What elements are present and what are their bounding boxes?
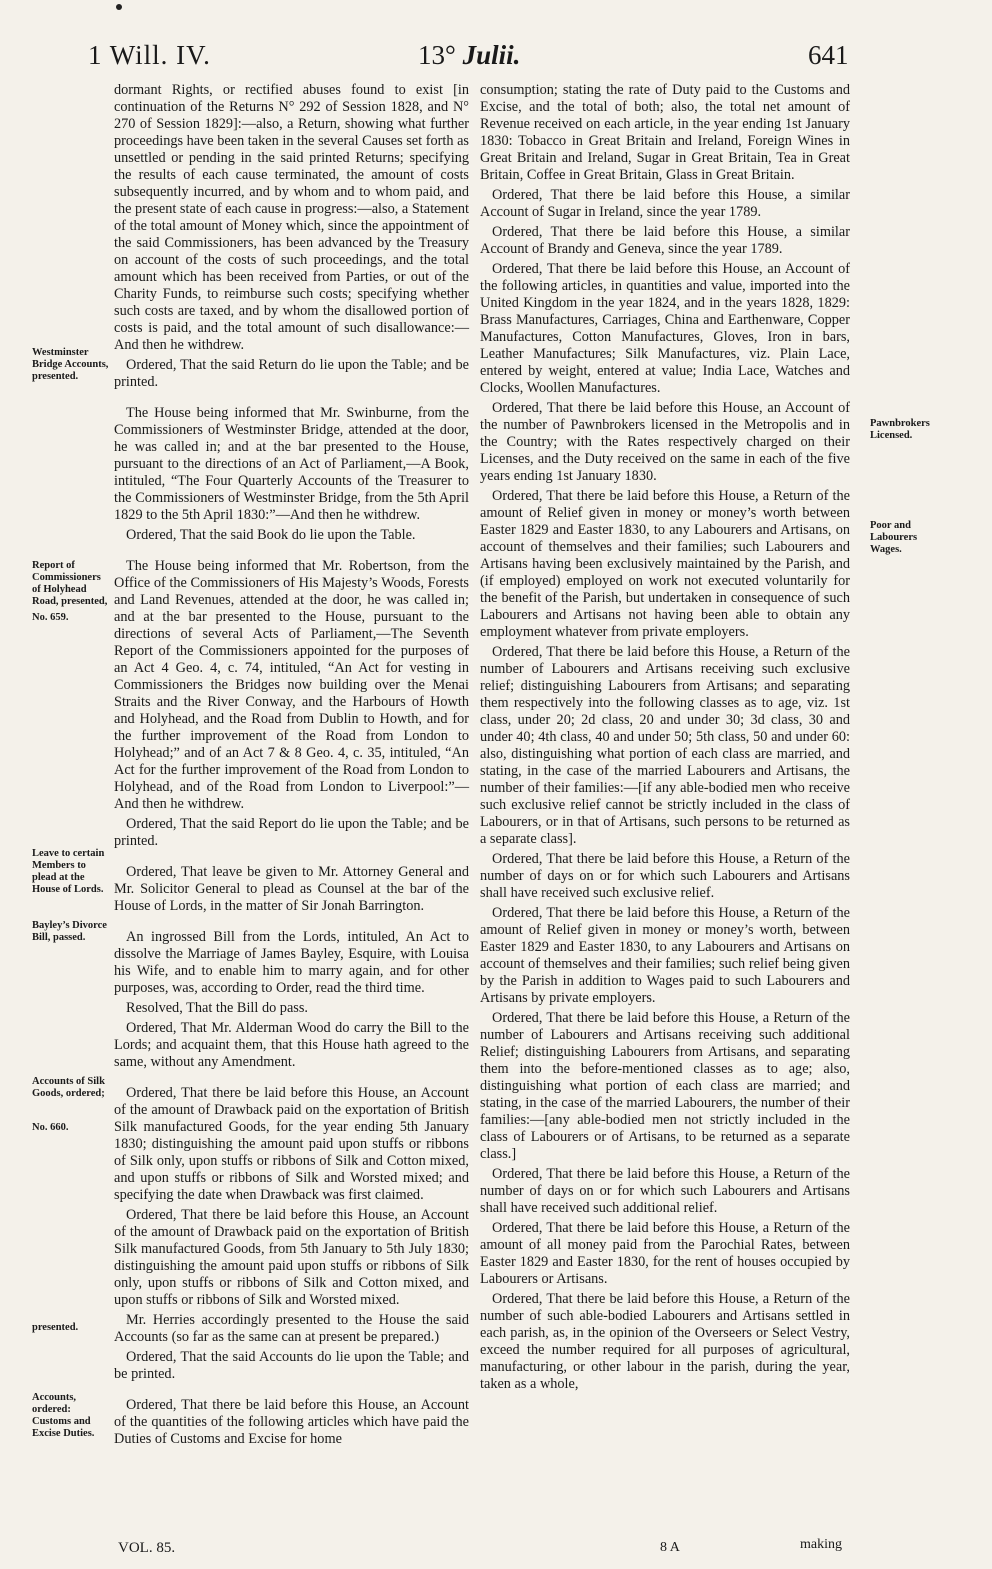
paragraph: Ordered, That Mr. Alderman Wood do carry the Bill to the Lords; and acquaint them, that this House hath agreed to the same, without any Amendment. — [114, 1020, 469, 1070]
page-header — [0, 40, 992, 80]
margin-note: Accounts, ordered: Customs and Excise Duties. — [32, 1392, 95, 1439]
margin-note: Accounts of Silk Goods, ordered; — [32, 1076, 105, 1099]
paragraph: An ingrossed Bill from the Lords, intituled, An Act to dissolve the Marriage of James Bayley, Esquire, with Louisa his Wife, and to enable him to marry again, and for other purposes, was, according to Order, read the third time. — [114, 929, 469, 996]
margin-note: Leave to certain Members to plead at the House of Lords. — [32, 848, 105, 895]
margin-note: presented. — [32, 1322, 79, 1333]
paragraph: Resolved, That the Bill do pass. — [126, 1000, 309, 1016]
paragraph: Ordered, That there be laid before this House, a similar Account of Sugar in Ireland, since the year 1789. — [480, 187, 850, 220]
signature-mark: 8 A — [660, 1540, 680, 1555]
paragraph: The House being informed that Mr. Swinburne, from the Commissioners of Westminster Bridge, attended at the door, he was called in; and at the bar presented to the House, pursuant to the directions of an Act of Parliament,—A Book, intituled, “The Four Quarterly Accounts of the Treasurer to the Commissioners of Westminster Bridge, from the 5th April 1829 to the 5th April 1830:”—And then he withdrew. — [114, 405, 469, 523]
margin-note: Westminster Bridge Accounts, presented. — [32, 347, 109, 382]
margin-note: Report of Commissioners of Holyhead Road, presented, — [32, 560, 108, 607]
paragraph: dormant Rights, or rectified abuses found to exist [in continuation of the Returns N° 292 of Session 1828, and N° 270 of Session 1829]:—also, a Return, showing what further proceedings have been taken in the several Causes set forth as unsettled or pending in the said printed Returns; specifying the results of each cause terminated, the amount of costs subsequently incurred, and by whom and to whom paid, and the present state of each cause in progress:—also, a Statement of the total amount of Money which, since the appointment of the said Commissioners, has been advanced by the Treasury on account of the costs of such proceedings, and the total amount which has been received from Parties, or out of the Charity Funds, to reimburse such costs; specifying whether such costs are taxed, and by whom the disallowed portion of costs is paid, and the total amount of such disallowance:—And then he withdrew. — [114, 82, 469, 353]
paragraph: Ordered, That there be laid before this House, a Return of the amount of Relief given in money or money’s worth, between Easter 1829 and Easter 1830, to any Labourers and Artisans on account of themselves and their families; such relief being given by the Parish in addition to Wages paid to such Labourers and Artisans by private employers. — [480, 905, 850, 1006]
paragraph: Ordered, That there be laid before this House, an Account of the following articles, in quantities and value, imported into the United Kingdom in the year 1824, and in the years 1828, 1829: Brass Manufactures, Carriages, China and Earthenware, Copper Manufactures, Cotton Manufactures, Gloves, Iron in bars, Leather Manufactures; Silk Manufactures, viz. Plain Lace, entered by weight, entered at value; India Lace, Watches and Clocks, Woollen Manufactures. — [480, 261, 850, 396]
volume-label: VOL. 85. — [118, 1540, 176, 1556]
paragraph: Ordered, That the said Report do lie upon the Table; and be printed. — [114, 816, 469, 849]
margin-note: No. 659. — [32, 612, 69, 623]
margin-note: No. 660. — [32, 1122, 69, 1133]
running-head-center: 13° Julii. — [418, 40, 521, 70]
margin-note: Bayley’s Divorce Bill, passed. — [32, 920, 107, 943]
right-column — [480, 82, 850, 1396]
left-column — [114, 82, 469, 1451]
ink-dot — [116, 4, 122, 10]
margin-note: Pawnbrokers Licensed. — [870, 418, 930, 441]
paragraph: Ordered, That the said Accounts do lie upon the Table; and be printed. — [114, 1349, 469, 1382]
paragraph: Ordered, That there be laid before this House, a similar Account of Brandy and Geneva, since the year 1789. — [480, 224, 850, 257]
paragraph: Ordered, That the said Book do lie upon the Table. — [126, 527, 416, 543]
paragraph: Ordered, That there be laid before this House, a Return of the number of Labourers and Artisans receiving such exclusive relief; distinguishing Labourers from Artisans; and separating them respectively into the following classes as to age, viz. 1st class, under 20; 2d class, 20 and under 30; 3d class, 30 and under 40; 4th class, 40 and under 50; 5th class, 50 and under 60: also, distinguishing what portion of each class are married, and stating, in the case of the married Labourers and Artisans, the number of their families:—[if any able-bodied men who receive such exclusive relief cannot be strictly included in the class of Labourers, or in that of Artisans, such persons to be returned as a separate class]. — [480, 644, 850, 847]
paragraph: Ordered, That the said Return do lie upon the Table; and be printed. — [114, 357, 469, 390]
paragraph: Ordered, That there be laid before this House, an Account of the amount of Drawback paid on the exportation of British Silk manufactured Goods, for the year ending 5th January 1830; distinguishing the amount paid upon stuffs or ribbons of Silk only, upon stuffs or ribbons of Silk and Cotton mixed, and upon stuffs or ribbons of Silk and Worsted mixed; and specifying the date when Drawback was first claimed. — [114, 1085, 469, 1203]
paragraph: Ordered, That there be laid before this House, a Return of the number of days on or for which such Labourers and Artisans shall have received such exclusive relief. — [480, 851, 850, 901]
catchword: making — [800, 1537, 842, 1552]
paragraph: Ordered, That there be laid before this House, a Return of the amount of all money paid from the Parochial Rates, between Easter 1829 and Easter 1830, for the rent of houses occupied by Labourers or Artisans. — [480, 1220, 850, 1287]
paragraph: The House being informed that Mr. Robertson, from the Office of the Commissioners of His Majesty’s Woods, Forests and Land Revenues, attended at the door, he was called in; and at the bar presented to the House, pursuant to the directions of several Acts of Parliament,—The Seventh Report of the Commissioners appointed for the purposes of an Act 4 Geo. 4, c. 74, intituled, “An Act for vesting in Commissioners the Bridges now building over the Menai Straits and the River Conway, and the Harbours of Howth and Holyhead, and the Road from Dublin to Howth, and for the further improvement of the Road from London to Holyhead;” and of an Act 7 & 8 Geo. 4, c. 35, intituled, “An Act for the further improvement of the Road from London to Holyhead, and of the Road from London to Liverpool:”—And then he withdrew. — [114, 558, 469, 812]
paragraph: Mr. Herries accordingly presented to the House the said Accounts (so far as the same can at present be prepared.) — [114, 1312, 469, 1345]
paragraph: Ordered, That there be laid before this House, a Return of the number of days on or for which such Labourers and Artisans shall have received such additional relief. — [480, 1166, 850, 1216]
paragraph: Ordered, That there be laid before this House, a Return of the amount of Relief given in money or money’s worth between Easter 1829 and Easter 1830, to any Labourers and Artisans, on account of themselves and their families; such Labourers and Artisans having been exclusively maintained by the Parish, and (if employed) employed on work not executed voluntarily for the benefit of the Parish, but undertaken in consequence of such Labourers and Artisans not having been able to obtain any employment whatever from private employers. — [480, 488, 850, 640]
running-head-left: 1 Will. IV. — [88, 40, 211, 70]
paragraph: Ordered, That there be laid before this House, an Account of the number of Pawnbrokers licensed in the Metropolis and in the Country; with the Rates respectively charged on their Licenses, and the Duty received on the same in each of the five years ending 1st January 1830. — [480, 400, 850, 484]
paragraph: consumption; stating the rate of Duty paid to the Customs and Excise, and the total of both; also, the total net amount of Revenue received on each article, in the year ending 1st January 1830: Tobacco in Great Britain and Ireland, Foreign Wines in Great Britain and Ireland, Sugar in Great Britain, Tea in Great Britain, Coffee in Great Britain, Glass in Great Britain. — [480, 82, 850, 183]
paragraph: Ordered, That there be laid before this House, an Account of the quantities of the following articles which have paid the Duties of Customs and Excise for home — [114, 1397, 469, 1447]
paragraph: Ordered, That there be laid before this House, a Return of the number of Labourers and Artisans receiving such additional Relief; distinguishing Labourers from Artisans, and separating them into the before-mentioned classes as to age; also, distinguishing what portion of each class are married; and stating, in the case of the married Labourers, the number of their families:—[any able-bodied men not strictly included in the class of Labourers or of Artisans, to be returned as a separate class.] — [480, 1010, 850, 1162]
page-number: 641 — [808, 40, 849, 70]
paragraph: Ordered, That there be laid before this House, an Account of the amount of Drawback paid on the exportation of British Silk manufactured Goods, from 5th January to 5th July 1830; distinguishing the amount paid upon stuffs or ribbons of Silk only, upon stuffs or ribbons of Silk and Cotton mixed, and upon stuffs or ribbons of Silk and Worsted mixed. — [114, 1207, 469, 1308]
margin-note: Poor and Labourers Wages. — [870, 520, 918, 555]
paragraph: Ordered, That there be laid before this House, a Return of the number of such able-bodied Labourers and Artisans settled in each parish, as, in the opinion of the Overseers or Select Vestry, exceed the number required for all purposes of agricultural, manufacturing, or other labour in the parish, during the year, taken as a whole, — [480, 1291, 850, 1392]
paragraph: Ordered, That leave be given to Mr. Attorney General and Mr. Solicitor General to plead as Counsel at the bar of the House of Lords, in the matter of Sir Jonah Barrington. — [114, 864, 469, 914]
